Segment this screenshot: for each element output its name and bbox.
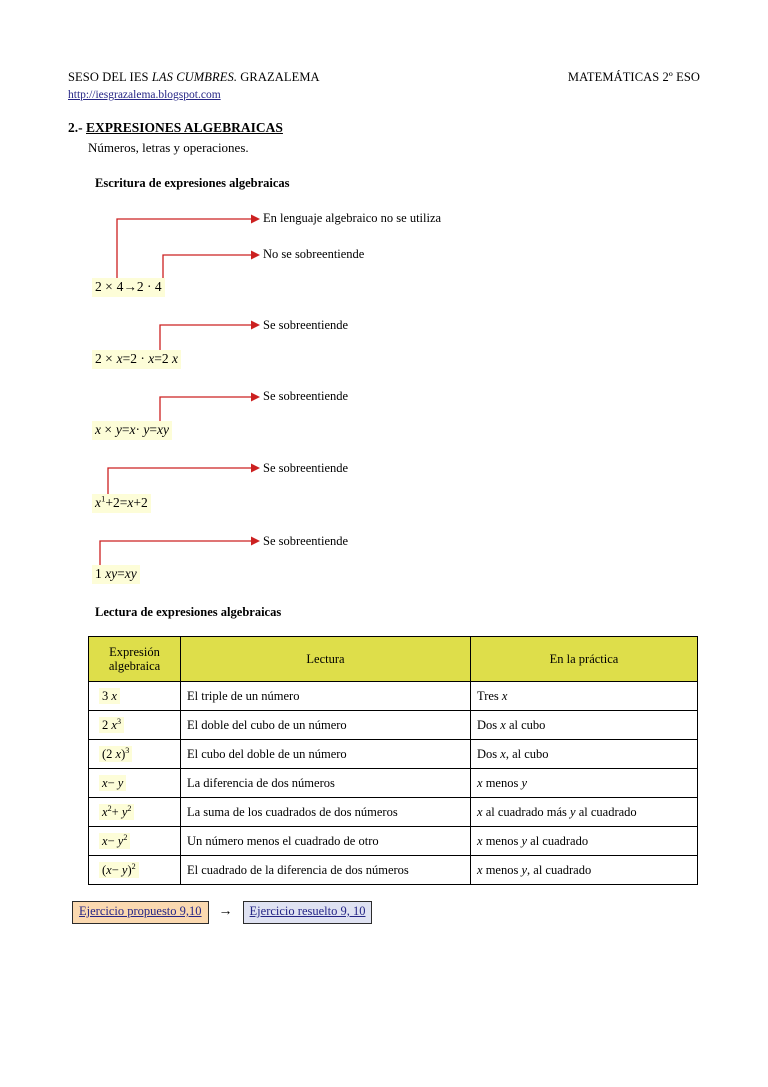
cell-practica: x menos y — [471, 769, 698, 798]
cell-expresion: $x^2+ y^2$ — [89, 798, 181, 827]
column-header-practica: En la práctica — [471, 637, 698, 682]
escritura-heading: Escritura de expresiones algebraicas — [95, 176, 290, 190]
header-left-prefix: SESO DEL IES — [68, 70, 152, 84]
right-arrow-icon: → — [218, 904, 233, 920]
table-row — [89, 711, 698, 740]
column-header-expresion-line2: algebraica — [108, 659, 161, 673]
lectura-table — [88, 636, 698, 885]
column-header-expresion — [89, 637, 181, 682]
cell-expresion: (2 x)$^3$ — [89, 740, 181, 769]
cell-practica: x menos y, al cuadrado — [471, 856, 698, 885]
section-subtitle: Números, letras y operaciones. — [88, 140, 249, 155]
ejercicio-propuesto-link[interactable]: Ejercicio propuesto 9,10 — [79, 904, 202, 918]
formula-2: 2 × x=2 · x=2 x — [92, 350, 181, 369]
cell-expresion: $x- y^2$ — [89, 827, 181, 856]
formula-5: 1 xy=xy — [92, 565, 140, 584]
exercise-links-row — [72, 901, 372, 924]
table-row — [89, 798, 698, 827]
formula-1: 2 × 4→2 · 4 — [92, 278, 165, 297]
header-left-suffix: GRAZALEMA — [237, 70, 320, 84]
annotation-label-4: Se sobreentiende — [263, 389, 349, 403]
cell-practica: Dos x, al cubo — [471, 740, 698, 769]
header-right-text: MATEMÁTICAS 2º ESO — [567, 70, 700, 84]
annotation-label-5: Se sobreentiende — [263, 461, 349, 475]
annotation-label-1: En lenguaje algebraico no se utiliza — [263, 211, 442, 225]
annotation-label-6: Se sobreentiende — [263, 534, 349, 548]
table-header-row — [89, 637, 698, 682]
cell-lectura: El doble del cubo de un número — [181, 711, 471, 740]
cell-expresion: 3 x — [89, 682, 181, 711]
cell-expresion: $(x- y)^2$ — [89, 856, 181, 885]
formula-3: x × y=x· y=xy — [92, 421, 172, 440]
column-header-lectura: Lectura — [181, 637, 471, 682]
cell-lectura: La diferencia de dos números — [181, 769, 471, 798]
annotation-label-2: No se sobreentiende — [263, 247, 365, 261]
header-left-text — [68, 70, 320, 85]
table-row — [89, 856, 698, 885]
blog-url-link[interactable]: http://iesgrazalema.blogspot.com — [68, 89, 221, 101]
section-number: 2.- — [68, 120, 86, 135]
cell-lectura: El cubo del doble de un número — [181, 740, 471, 769]
cell-expresion: x− y — [89, 769, 181, 798]
ejercicio-resuelto-box[interactable] — [243, 901, 373, 924]
table-row — [89, 769, 698, 798]
cell-lectura: Un número menos el cuadrado de otro — [181, 827, 471, 856]
page-header — [68, 70, 700, 85]
cell-expresion: 2 $x^3$ — [89, 711, 181, 740]
page-title — [68, 120, 283, 136]
table-row — [89, 827, 698, 856]
lectura-table-wrapper — [88, 636, 697, 885]
cell-practica: x al cuadrado más y al cuadrado — [471, 798, 698, 827]
lectura-heading: Lectura de expresiones algebraicas — [95, 605, 282, 619]
header-left-italic: LAS CUMBRES. — [151, 70, 238, 84]
ejercicio-propuesto-box[interactable] — [72, 901, 209, 924]
cell-practica: Tres x — [471, 682, 698, 711]
ejercicio-resuelto-link[interactable]: Ejercicio resuelto 9, 10 — [249, 904, 366, 918]
table-row — [89, 740, 698, 769]
cell-practica: x menos y al cuadrado — [471, 827, 698, 856]
formula-4: $x^1+2=x+2$ — [92, 494, 151, 513]
cell-lectura: El triple de un número — [181, 682, 471, 711]
annotation-label-3: Se sobreentiende — [263, 318, 349, 332]
cell-lectura: La suma de los cuadrados de dos números — [181, 798, 471, 827]
cell-practica: Dos x al cubo — [471, 711, 698, 740]
table-row — [89, 682, 698, 711]
cell-lectura: El cuadrado de la diferencia de dos números — [181, 856, 471, 885]
section-title-text: EXPRESIONES ALGEBRAICAS — [86, 120, 283, 135]
column-header-expresion-line1: Expresión — [109, 644, 160, 659]
